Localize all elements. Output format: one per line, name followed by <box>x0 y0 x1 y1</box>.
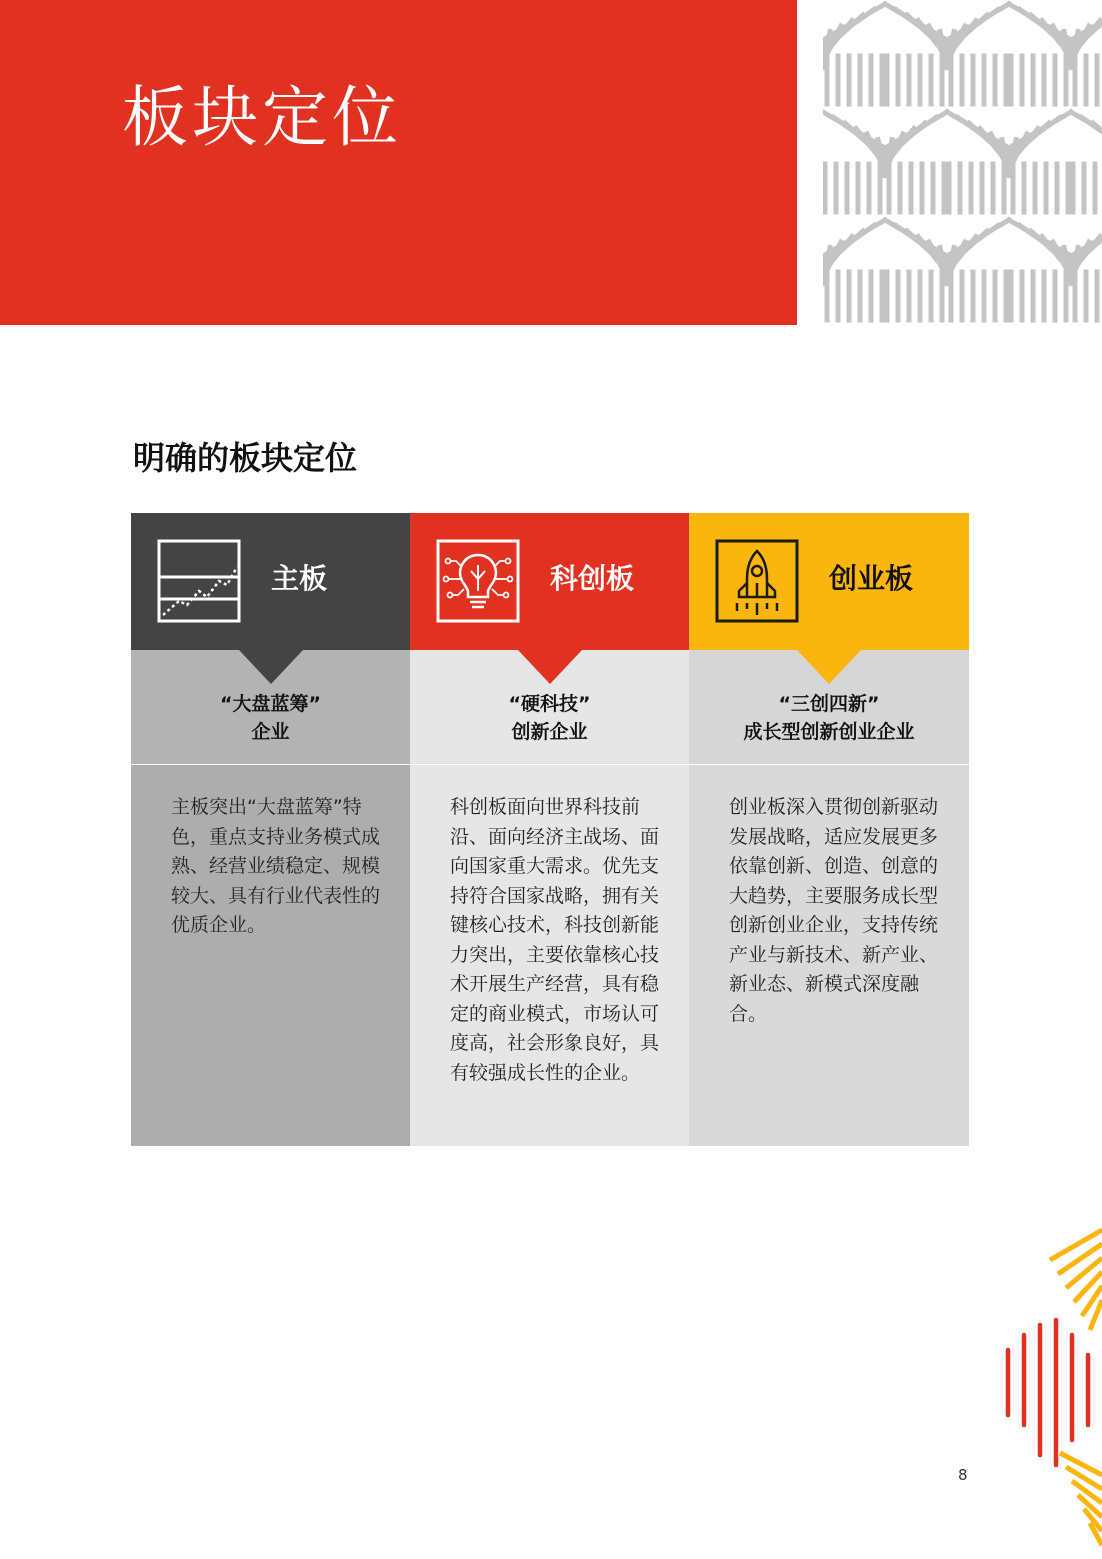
hexagon-pattern-decoration <box>823 0 1102 325</box>
board-name: 主板 <box>271 562 328 595</box>
board-tagline <box>410 690 689 746</box>
board-name: 创业板 <box>829 562 914 595</box>
board-name: 科创板 <box>550 562 635 595</box>
board-header <box>131 513 410 650</box>
board-tagline <box>689 690 969 746</box>
tagline-line-2: 创新企业 <box>511 721 588 743</box>
pointer-arrow <box>518 650 582 684</box>
board-header <box>689 513 969 650</box>
board-description-panel <box>410 765 689 1146</box>
board-description: 科创板面向世界科技前沿、面向经济主战场、面向国家重大需求。优先支持符合国家战略，拥有关键核心技术，科技创新能力突出，主要依靠核心技术开展生产经营，具有稳定的商业模式，市场认可度高，社会形象良好，具有较强成长性的企业。 <box>450 796 660 1084</box>
header-banner <box>0 0 797 325</box>
board-description: 主板突出“大盘蓝筹”特色，重点支持业务模式成熟、经营业绩稳定、规模较大、具有行业代表性的优质企业。 <box>171 796 381 936</box>
board-comparison-grid <box>131 513 969 1146</box>
board-description-panel <box>689 765 969 1146</box>
tagline-line-2: 成长型创新创业企业 <box>743 721 915 743</box>
tagline-line-1: “硬科技” <box>508 693 591 715</box>
tagline-line-1: “大盘蓝筹” <box>220 693 321 715</box>
board-description: 创业板深入贯彻创新驱动发展战略，适应发展更多依靠创新、创造、创意的大趋势，主要服务成长型创新创业企业，支持传统产业与新技术、新产业、新业态、新模式深度融合。 <box>729 796 939 1025</box>
striped-corner-decoration <box>1000 1225 1102 1559</box>
board-description-panel <box>131 765 410 1146</box>
tagline-line-2: 企业 <box>251 721 290 743</box>
board-tagline <box>131 690 410 746</box>
tagline-line-1: “三创四新” <box>778 693 880 715</box>
page-number: 8 <box>958 1466 968 1484</box>
page-title: 板块定位 <box>122 79 402 156</box>
board-column-main <box>131 513 410 1146</box>
pointer-arrow <box>239 650 303 684</box>
row-divider <box>131 764 969 765</box>
board-header <box>410 513 689 650</box>
lightbulb-icon <box>436 539 520 623</box>
board-column-chinext <box>689 513 969 1146</box>
section-title: 明确的板块定位 <box>133 439 358 477</box>
board-column-star <box>410 513 689 1146</box>
pointer-arrow <box>797 650 861 684</box>
rocket-icon <box>715 539 799 623</box>
line-chart-icon <box>157 539 241 623</box>
